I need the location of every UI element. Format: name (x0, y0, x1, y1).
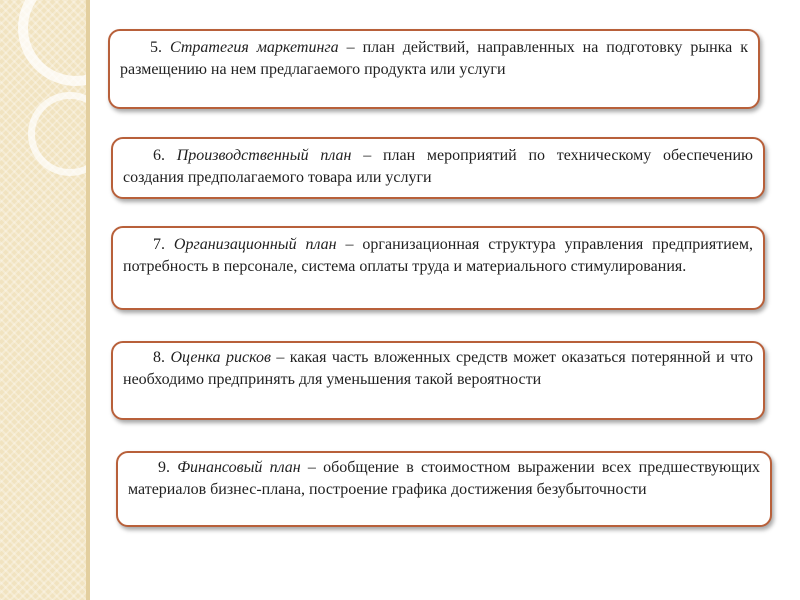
card-production-plan (111, 137, 765, 199)
decorative-ring (18, 0, 88, 86)
side-panel-edge (86, 0, 90, 600)
item-term: Организационный план (173, 236, 337, 253)
item-term: Оценка рисков (170, 349, 271, 366)
item-number: 7. (153, 236, 165, 253)
item-number: 9. (158, 459, 170, 476)
card-text (120, 37, 748, 81)
card-text (123, 347, 753, 391)
item-definition: – организационная структура управления предприятием, потребность в персонале, система оплаты труда и материального стимулирования. (123, 236, 754, 275)
item-number: 5. (150, 39, 162, 56)
item-number: 6. (153, 147, 165, 164)
card-text (123, 145, 753, 189)
card-organizational-plan (111, 226, 765, 310)
decorative-ring (28, 92, 88, 176)
item-definition: – какая часть вложенных средств может оказаться потерянной и что необходимо предпринять для уменьшения такой вероятности (123, 349, 754, 388)
item-number: 8. (153, 349, 165, 366)
card-risk-assessment (111, 341, 765, 420)
item-term: Производственный план (176, 147, 352, 164)
item-definition: – обобщение в стоимостном выражении всех предшествующих материалов бизнес-плана, построение графика достижения безубыточности (128, 459, 760, 498)
card-financial-plan (116, 451, 772, 527)
item-term: Стратегия маркетинга (169, 39, 339, 56)
item-definition: – план мероприятий по техническому обеспечению создания предполагаемого товара или услуги (123, 147, 753, 186)
item-term: Финансовый план (177, 459, 301, 476)
decorative-side-panel (0, 0, 88, 600)
card-text (123, 234, 753, 278)
item-definition: – план действий, направленных на подготовку рынка к размещению на нем предлагаемого продукта или услуги (120, 39, 749, 78)
card-marketing-strategy (108, 29, 760, 109)
card-text (128, 457, 760, 501)
